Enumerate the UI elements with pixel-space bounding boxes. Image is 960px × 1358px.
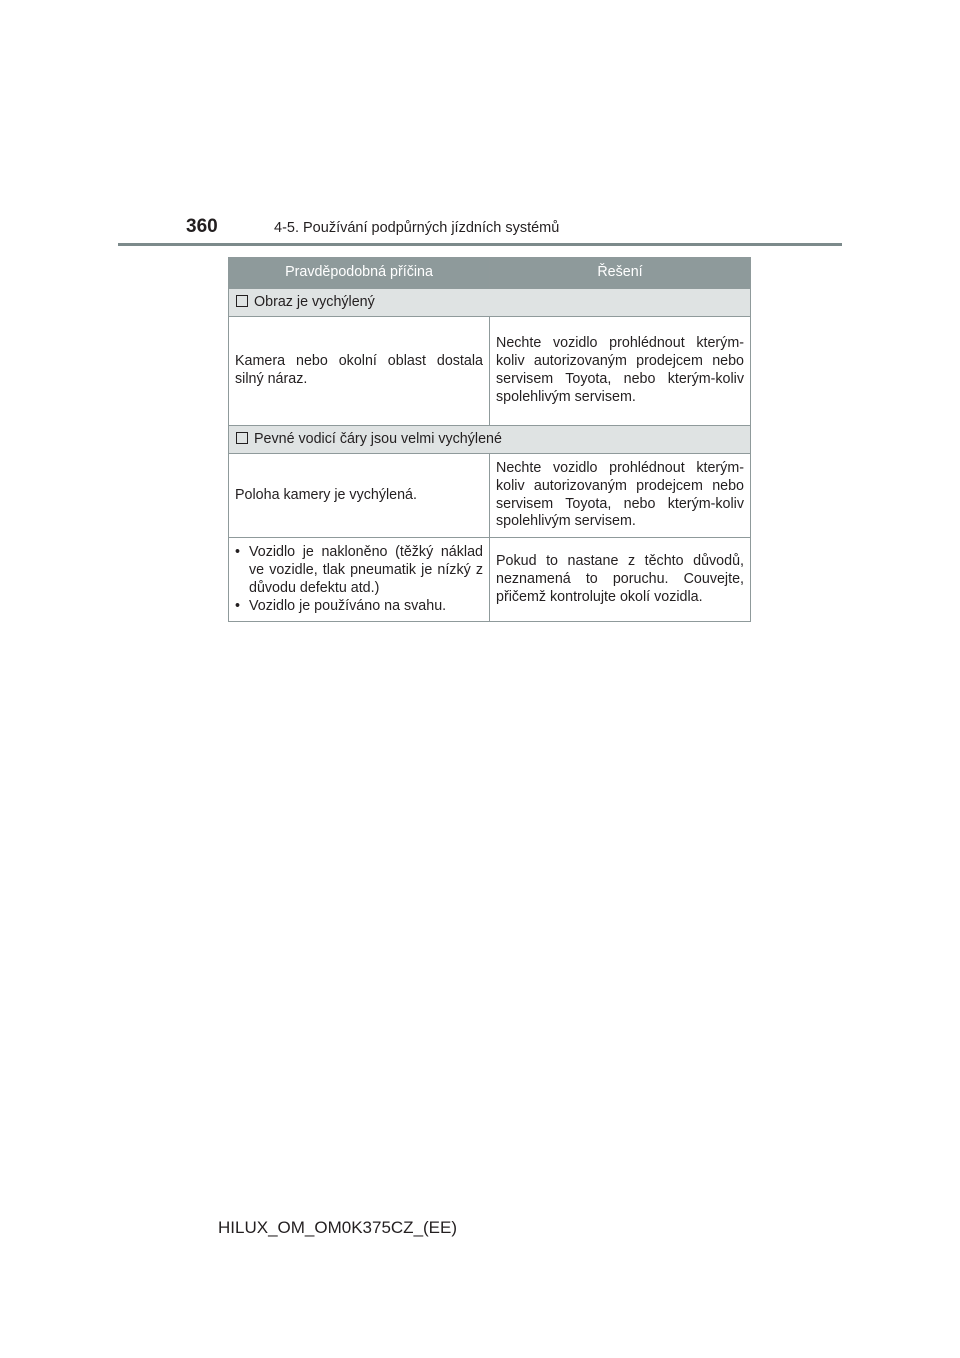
troubleshooting-table	[228, 257, 751, 622]
checkbox-square-icon	[236, 432, 248, 444]
solution-cell: Nechte vozidlo prohlédnout kterým-koliv autorizovaným prodejcem nebo servisem Toyota, nebo kterým-koliv spolehlivým servisem.	[490, 454, 751, 538]
cause-bullet-list	[235, 544, 483, 615]
category-cell	[229, 289, 751, 317]
section-title: 4-5. Používání podpůrných jízdních systémů	[274, 220, 560, 236]
list-item: • Vozidlo je používáno na svahu.	[235, 598, 483, 616]
cause-cell: Kamera nebo okolní oblast dostala silný náraz.	[229, 317, 490, 426]
category-label: Pevné vodicí čáry jsou velmi vychýlené	[254, 430, 502, 447]
page-header	[186, 216, 559, 238]
column-header-cause: Pravděpodobná příčina	[229, 258, 490, 289]
list-item: • Vozidlo je nakloněno (těžký náklad ve vozidle, tlak pneumatik je nízký z důvodu defektu atd.)	[235, 544, 483, 597]
cause-cell: Poloha kamery je vychýlená.	[229, 454, 490, 538]
solution-cell: Pokud to nastane z těchto důvodů, neznamená to poruchu. Couvejte, přičemž kontrolujte okolí vozidla.	[490, 538, 751, 622]
category-row	[229, 426, 751, 454]
category-row	[229, 289, 751, 317]
document-code: HILUX_OM_OM0K375CZ_(EE)	[218, 1218, 458, 1237]
header-rule	[118, 243, 842, 246]
checkbox-square-icon	[236, 295, 248, 307]
table-row	[229, 317, 751, 426]
solution-cell: Nechte vozidlo prohlédnout kterým-koliv autorizovaným prodejcem nebo servisem Toyota, nebo kterým-koliv spolehlivým servisem.	[490, 317, 751, 426]
category-label: Obraz je vychýlený	[254, 293, 375, 310]
column-header-solution: Řešení	[490, 258, 751, 289]
page-number: 360	[186, 216, 218, 237]
cause-cell	[229, 538, 490, 622]
table-row	[229, 538, 751, 622]
category-cell	[229, 426, 751, 454]
table-row	[229, 454, 751, 538]
table-header-row	[229, 258, 751, 289]
